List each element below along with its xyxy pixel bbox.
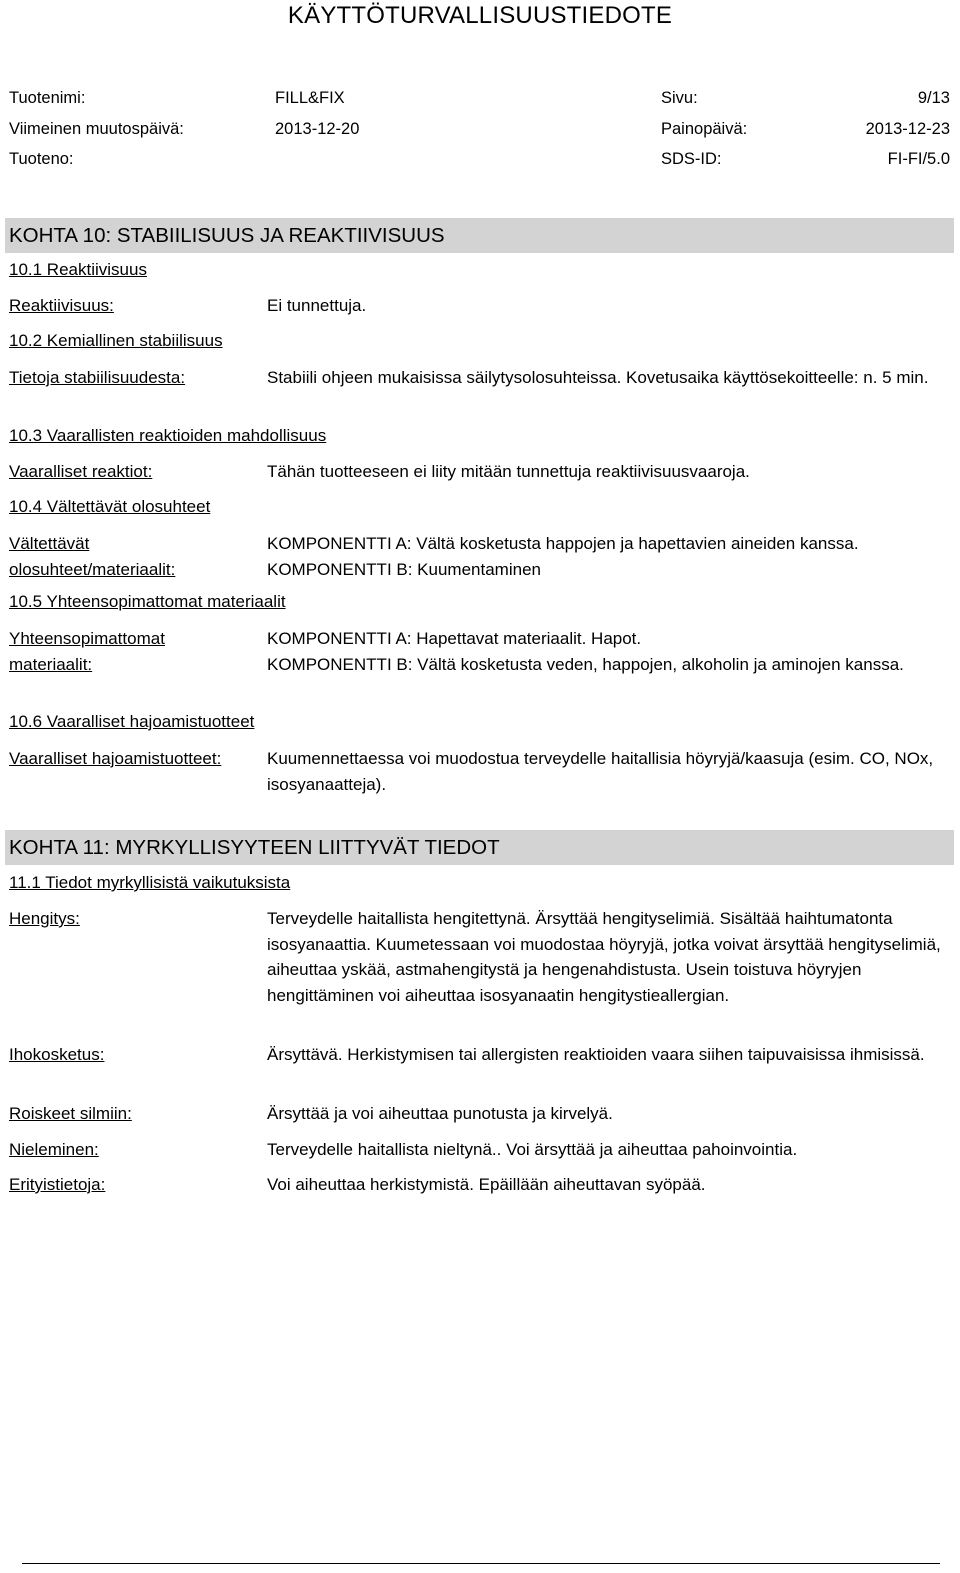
- ingestion-value: Terveydelle haitallista nieltynä.. Voi ärsyttää ja aiheuttaa pahoinvointia.: [267, 1140, 798, 1159]
- incompatible-materials-value: [267, 626, 947, 677]
- revised-label: Viimeinen muutospäivä:: [9, 120, 184, 138]
- reactivity-label: Reaktiivisuus:: [9, 296, 114, 315]
- revised-value: 2013-12-20: [275, 120, 360, 138]
- incompatible-materials-label: Yhteensopimattomat materiaalit:: [9, 629, 165, 674]
- skin-contact-value: Ärsyttävä. Herkistymisen tai allergisten reaktioiden vaara siihen taipuvaisissa ihmisissä.: [267, 1045, 925, 1064]
- conditions-to-avoid-label: Vältettävät olosuhteet/materiaalit:: [9, 534, 176, 579]
- print-date-value: 2013-12-23: [865, 120, 950, 138]
- special-info-label: Erityistietoja:: [9, 1175, 106, 1194]
- subsection-10-5-title: 10.5 Yhteensopimattomat materiaalit: [9, 592, 286, 611]
- ingestion-label: Nieleminen:: [9, 1140, 99, 1159]
- product-name-label: Tuotenimi:: [9, 89, 86, 107]
- subsection-11-1-title: 11.1 Tiedot myrkyllisistä vaikutuksista: [9, 873, 291, 892]
- subsection-10-3-title: 10.3 Vaarallisten reaktioiden mahdollisuus: [9, 426, 327, 445]
- page-value: 9/13: [917, 89, 950, 107]
- stability-value: Stabiili ohjeen mukaisissa säilytysolosuhteissa. Kovetusaika käyttösekoitteelle: n. 5 min.: [267, 368, 929, 387]
- inhalation-value: Terveydelle haitallista hengitettynä. Ärsyttää hengityselimiä. Sisältää haihtumatonta isosyanaattia. Kuumetessaan voi muodostaa höyryjä, jotka voivat ärsyttää hengityselimiä, aiheuttaa yskää, astmahengitystä ja hengenahdistusta. Usein toistuva höyryjen hengittäminen voi aiheuttaa isosyanaatin hengitystieallergian.: [267, 909, 941, 1005]
- subsection-10-1-title: 10.1 Reaktiivisuus: [9, 260, 147, 279]
- incompatible-component-a: KOMPONENTTI A: Hapettavat materiaalit. Hapot.: [267, 629, 642, 648]
- print-date-label: Painopäivä:: [661, 120, 748, 138]
- incompatible-component-b: KOMPONENTTI B: Vältä kosketusta veden, happojen, alkoholin ja aminojen kanssa.: [267, 654, 904, 674]
- page-label: Sivu:: [661, 89, 698, 107]
- product-no-label: Tuoteno:: [9, 150, 74, 168]
- stability-label: Tietoja stabiilisuudesta:: [9, 368, 186, 387]
- special-info-value: Voi aiheuttaa herkistymistä. Epäillään aiheuttavan syöpää.: [267, 1175, 706, 1194]
- section-11-heading: KOHTA 11: MYRKYLLISYYTEEN LIITTYVÄT TIEDOT: [5, 830, 954, 865]
- product-name-value: FILL&FIX: [275, 89, 345, 107]
- subsection-10-6-title: 10.6 Vaaralliset hajoamistuotteet: [9, 712, 255, 731]
- hazardous-reactions-label: Vaaralliset reaktiot:: [9, 462, 153, 481]
- eye-contact-value: Ärsyttää ja voi aiheuttaa punotusta ja kirvelyä.: [267, 1104, 613, 1123]
- subsection-10-4-title: 10.4 Vältettävät olosuhteet: [9, 497, 211, 516]
- eye-contact-label: Roiskeet silmiin:: [9, 1104, 132, 1123]
- section-10-heading: KOHTA 10: STABIILISUUS JA REAKTIIVISUUS: [5, 218, 954, 253]
- conditions-component-a: KOMPONENTTI A: Vältä kosketusta happojen ja hapettavien aineiden kanssa.: [267, 534, 859, 553]
- decomposition-products-label: Vaaralliset hajoamistuotteet:: [9, 749, 222, 768]
- document-title: KÄYTTÖTURVALLISUUSTIEDOTE: [287, 2, 673, 29]
- inhalation-label: Hengitys:: [9, 909, 80, 928]
- subsection-10-2-title: 10.2 Kemiallinen stabiilisuus: [9, 331, 223, 350]
- conditions-component-b: KOMPONENTTI B: Kuumentaminen: [267, 559, 541, 579]
- footer-divider: [22, 1563, 940, 1564]
- hazardous-reactions-value: Tähän tuotteeseen ei liity mitään tunnettuja reaktiivisuusvaaroja.: [267, 462, 750, 481]
- reactivity-value: Ei tunnettuja.: [267, 296, 367, 315]
- sds-id-value: FI-FI/5.0: [887, 150, 950, 168]
- sds-id-label: SDS-ID:: [661, 150, 722, 168]
- skin-contact-label: Ihokosketus:: [9, 1045, 105, 1064]
- decomposition-products-value: Kuumennettaessa voi muodostua terveydelle haitallisia höyryjä/kaasuja (esim. CO, NOx, isosyanaatteja).: [267, 749, 934, 794]
- conditions-to-avoid-value: [267, 531, 947, 582]
